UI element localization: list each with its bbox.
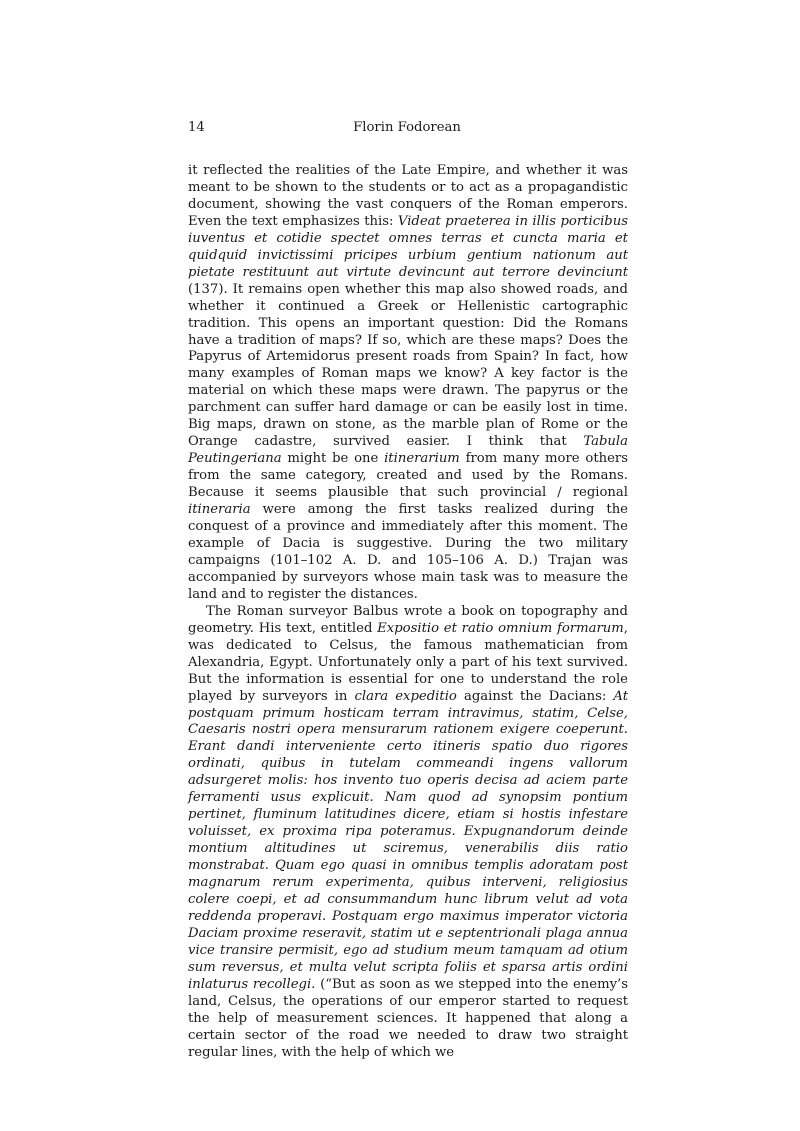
paragraph: [188, 604, 628, 1062]
text-run: against the Dacians:: [456, 688, 614, 704]
text-run: from many more others from the same category, created and used by the Romans. Because it seems plausible that such provincial / regional: [188, 451, 628, 501]
italic-text: At postquam primum hosticam terram intravimus, statim, Celse, Caesaris nostri opera mensurarum rationem exigere coeperunt. Erant dandi interveniente certo itineris spatio duo rigores ordinati, quibus in tutelam commeandi ingens vallorum adsurgeret molis: hos invento tuo operis decisa ad aciem parte ferramenti usus explicuit. Nam quod ad synopsim pontium pertinet, fluminum latitudines dicere, etiam si hostis infestare voluisset, ex proxima ripa poteramus. Expugnandorum deinde montium altitudines ut sciremus, venerabilis diis ratio monstrabat. Quam ego quasi in omnibus templis adoratam post magnarum rerum experimenta, quibus interveni, religiosius colere coepi, et ad consummandum hunc librum velut ad vota reddenda properavi. Postquam ergo maximus imperator victoria Daciam proxime reseravit, statim ut e septentrionali plaga annua vice transire permisit, ego ad studium meum tamquam ad otium sum reversus, et multa velut scripta foliis et sparsa artis ordini inlaturus recollegi.: [188, 688, 628, 992]
italic-text: clara expeditio: [354, 688, 457, 704]
running-head: [188, 118, 626, 138]
paragraph: [188, 163, 628, 604]
body-text: [188, 163, 628, 1062]
page-number: 14: [188, 120, 205, 135]
italic-text: Videat praeterea in illis porticibus iuventus et cotidie spectet omnes terras et cuncta maria et quidquid invictissimi pricipes urbium gentium nationum aut pietate restituunt aut virtute devincunt aut terrore devinciunt: [188, 213, 629, 280]
italic-text: Tabula Peutingeriana: [188, 434, 628, 467]
text-run: , was dedicated to Celsus, the famous mathematician from Alexandria, Egypt. Unfortunately only a part of his text survived. But the information is essential for one to understand the role played by surveyors in: [188, 620, 628, 704]
text-run: (137). It remains open whether this map also showed roads, and whether it continued a Greek or Hellenistic cartographic tradition. This opens an important question: Did the Romans have a tradition of maps? If so, which are these maps? Does the Papyrus of Artemidorus present roads from Spain? In fact, how many examples of Roman maps we know? A key factor is the material on which these maps were drawn. The papyrus or the parchment can suffer hard damage or can be easily lost in time. Big maps, drawn on stone, as the marble plan of Rome or the Orange cadastre, survived easier. I think that: [188, 281, 628, 450]
text-run: were among the first tasks realized during the conquest of a province and immediately after this moment. The example of Dacia is suggestive. During the two military campaigns (101–102 A. D. and 105–106 A. D.) Trajan was accompanied by surveyors whose main task was to measure the land and to register the distances.: [188, 502, 628, 602]
author-name: Florin Fodorean: [353, 120, 461, 135]
italic-text: itineraria: [188, 502, 251, 518]
italic-text: itinerarium: [384, 451, 460, 467]
text-run: The Roman surveyor Balbus wrote a book on topography and geometry. His text, entitled: [188, 603, 628, 636]
italic-text: Expositio et ratio omnium formarum: [377, 620, 624, 636]
text-run: might be one: [281, 451, 385, 467]
text-run: it reflected the realities of the Late Empire, and whether it was meant to be shown to the students or to act as a propagandistic document, showing the vast conquers of the Roman emperors. Even the text emphasizes this:: [188, 163, 628, 229]
text-run: (“But as soon as we stepped into the enemy’s land, Celsus, the operations of our emperor started to request the help of measurement sciences. It happened that along a certain sector of the road we needed to draw two straight regular lines, with the help of which we: [188, 976, 629, 1060]
